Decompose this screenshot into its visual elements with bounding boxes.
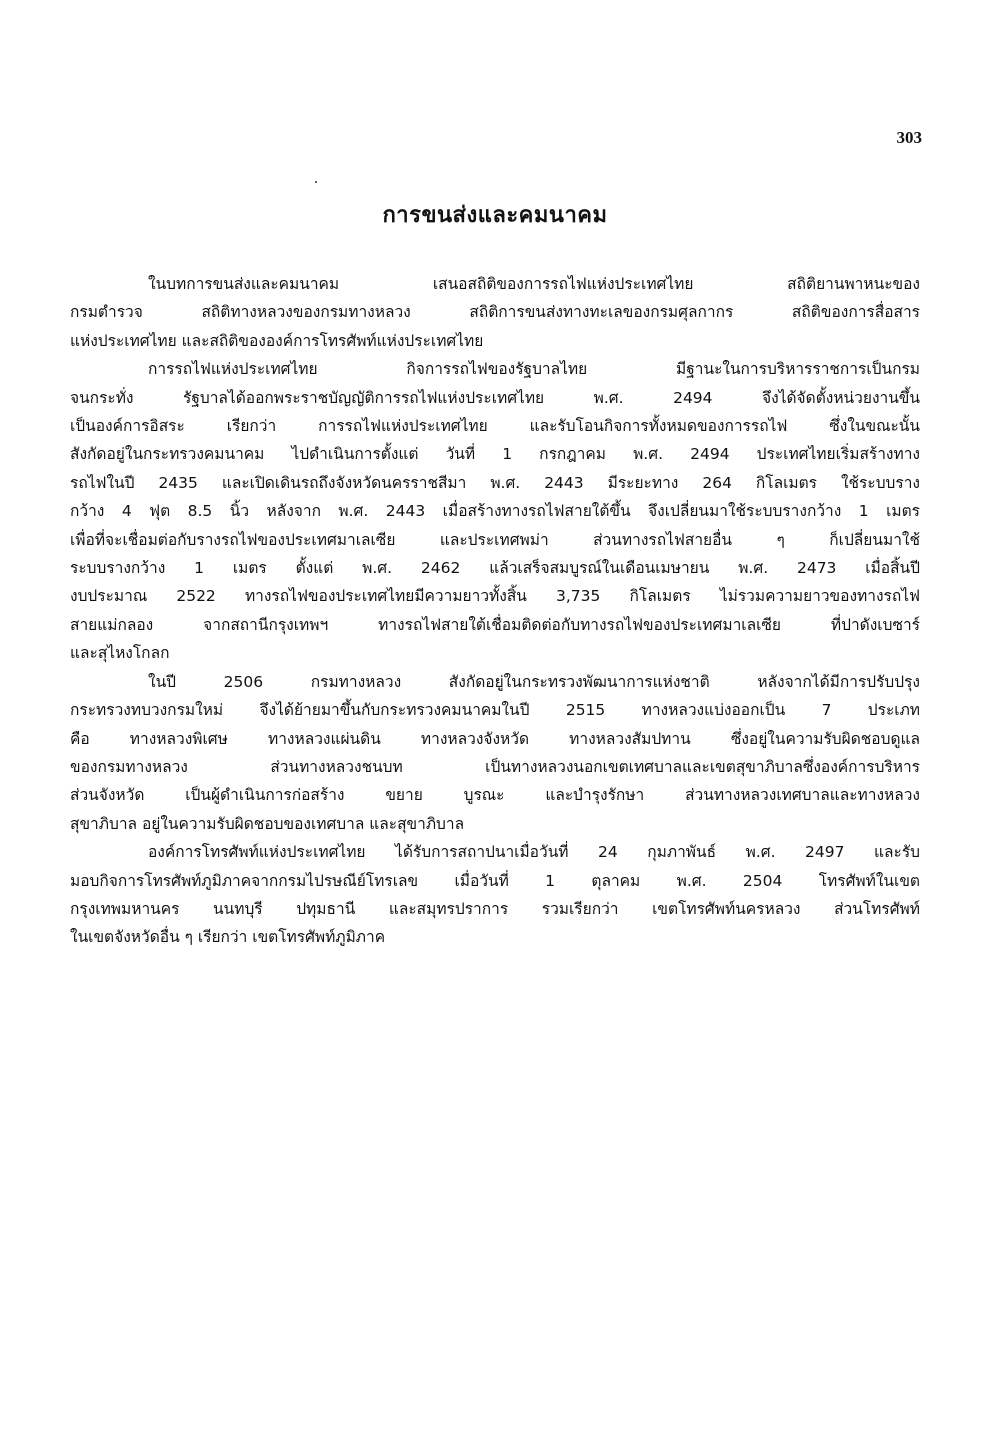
page-title: การขนส่งและคมนาคม — [382, 202, 608, 228]
text-line: ระบบรางกว้าง 1 เมตร ตั้งแต่ พ.ศ. 2462 แล้วเสร็จสมบูรณ์ในเดือนเมษายน พ.ศ. 2473 เมื่อสิ้นปี — [70, 559, 920, 578]
text-line: รถไฟในปี 2435 และเปิดเดินรถถึงจังหวัดนครราชสีมา พ.ศ. 2443 มีระยะทาง 264 กิโลเมตร ใช้ระบบราง — [70, 473, 920, 492]
paragraph-highways — [70, 668, 920, 838]
paragraph-telephone — [70, 838, 920, 952]
paragraph-railway — [70, 355, 920, 667]
text-line: กระทรวงทบวงกรมใหม่ จึงได้ย้ายมาขึ้นกับกระทรวงคมนาคมในปี 2515 ทางหลวงแบ่งออกเป็น 7 ประเภท — [70, 701, 920, 720]
text-line: องค์การโทรศัพท์แห่งประเทศไทย ได้รับการสถาปนาเมื่อวันที่ 24 กุมภาพันธ์ พ.ศ. 2497 และรับ — [148, 843, 920, 862]
text-line: ในเขตจังหวัดอื่น ๆ เรียกว่า เขตโทรศัพท์ภูมิภาค — [70, 928, 386, 947]
text-line: และสุไหงโกลก — [70, 644, 170, 663]
text-line: สายแม่กลอง จากสถานีกรุงเทพฯ ทางรถไฟสายใต้เชื่อมติดต่อกับทางรถไฟของประเทศมาเลเซีย ที่ปาดังเบซาร์ — [70, 615, 920, 634]
text-line: จนกระทั่ง รัฐบาลได้ออกพระราชบัญญัติการรถไฟแห่งประเทศไทย พ.ศ. 2494 จึงได้จัดตั้งหน่วยงานขึ้น — [70, 388, 920, 407]
text-line: สังกัดอยู่ในกระทรวงคมนาคม ไปดำเนินการตั้งแต่ วันที่ 1 กรกฎาคม พ.ศ. 2494 ประเทศไทยเริ่มสร้างทาง — [70, 445, 920, 464]
text-line: แห่งประเทศไทย และสถิติขององค์การโทรศัพท์แห่งประเทศไทย — [70, 331, 484, 350]
text-line: สุขาภิบาล อยู่ในความรับผิดชอบของเทศบาล และสุขาภิบาล — [70, 814, 465, 833]
text-line: กรมตำรวจ สถิติทางหลวงของกรมทางหลวง สถิติการขนส่งทางทะเลของกรมศุลกากร สถิติของการสื่อสาร — [70, 303, 920, 322]
text-line: คือ ทางหลวงพิเศษ ทางหลวงแผ่นดิน ทางหลวงจังหวัด ทางหลวงสัมปทาน ซึ่งอยู่ในความรับผิดชอบดูแล — [70, 729, 920, 748]
text-line: เป็นองค์การอิสระ เรียกว่า การรถไฟแห่งประเทศไทย และรับโอนกิจการทั้งหมดของการรถไฟ ซึ่งในขณะนั้น — [70, 417, 920, 436]
text-line: ของกรมทางหลวง ส่วนทางหลวงชนบท เป็นทางหลวงนอกเขตเทศบาลและเขตสุขาภิบาลซึ่งองค์การบริหาร — [70, 757, 920, 776]
scan-speck — [315, 181, 317, 183]
body-text — [70, 270, 920, 952]
text-line: กว้าง 4 ฟุต 8.5 นิ้ว หลังจาก พ.ศ. 2443 เมื่อสร้างทางรถไฟสายใต้ขึ้น จึงเปลี่ยนมาใช้ระบบรางกว้าง 1 เมตร — [70, 502, 920, 521]
text-line: ในบทการขนส่งและคมนาคม เสนอสถิติของการรถไฟแห่งประเทศไทย สถิติยานพาหนะของ — [148, 275, 920, 293]
text-line: งบประมาณ 2522 ทางรถไฟของประเทศไทยมีความยาวทั้งสิ้น 3,735 กิโลเมตร ไม่รวมความยาวของทางรถไฟ — [70, 587, 920, 606]
text-line: การรถไฟแห่งประเทศไทย กิจการรถไฟของรัฐบาลไทย มีฐานะในการบริหารราชการเป็นกรม — [148, 360, 920, 379]
page-number: 303 — [896, 128, 922, 147]
paragraph-railway-intro — [70, 270, 920, 355]
text-line: ในปี 2506 กรมทางหลวง สังกัดอยู่ในกระทรวงพัฒนาการแห่งชาติ หลังจากได้มีการปรับปรุง — [148, 672, 920, 691]
text-line: กรุงเทพมหานคร นนทบุรี ปทุมธานี และสมุทรปราการ รวมเรียกว่า เขตโทรศัพท์นครหลวง ส่วนโทรศัพท์ — [70, 899, 920, 918]
text-line: มอบกิจการโทรศัพท์ภูมิภาคจากกรมไปรษณีย์โทรเลข เมื่อวันที่ 1 ตุลาคม พ.ศ. 2504 โทรศัพท์ในเขต — [70, 871, 920, 890]
text-line: ส่วนจังหวัด เป็นผู้ดำเนินการก่อสร้าง ขยาย บูรณะ และบำรุงรักษา ส่วนทางหลวงเทศบาลและทางหลวง — [70, 786, 920, 805]
text-line: เพื่อที่จะเชื่อมต่อกับรางรถไฟของประเทศมาเลเซีย และประเทศพม่า ส่วนทางรถไฟสายอื่น ๆ ก็เปลี่ยนมาใช้ — [70, 530, 920, 549]
